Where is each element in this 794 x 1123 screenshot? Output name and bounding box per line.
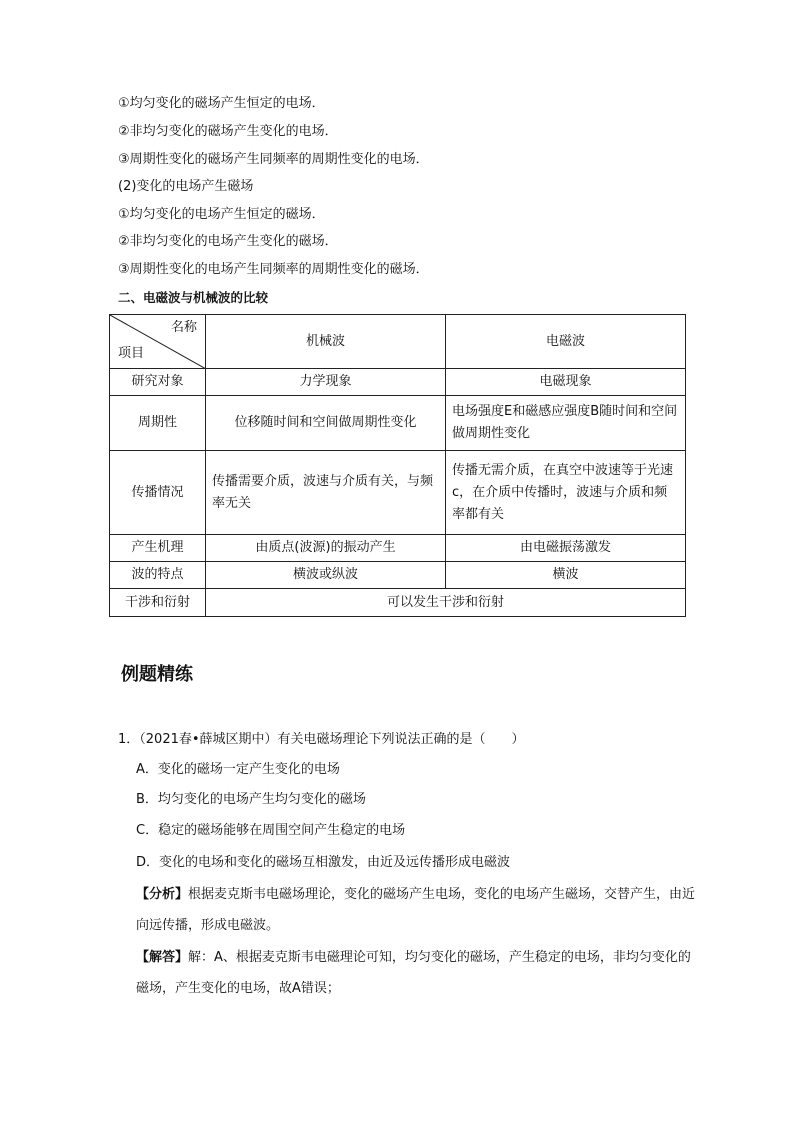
answer-tag: 【解答】 (136, 950, 189, 965)
table-row (110, 396, 686, 451)
table-cell: 横波 (446, 562, 686, 589)
table-row (110, 451, 686, 535)
option-a: A．变化的磁场一定产生变化的电场 (136, 762, 340, 777)
option-b: B．均匀变化的电场产生均匀变化的磁场 (136, 792, 366, 807)
table-row (110, 562, 686, 589)
analysis-text: 根据麦克斯韦电磁场理论，变化的磁场产生电场，变化的电场产生磁场，交替产生，由近向远传播，形成电磁波。 (136, 887, 696, 933)
analysis-paragraph (136, 879, 696, 941)
comparison-table (109, 314, 686, 617)
table-corner-cell (110, 315, 206, 369)
answer-text: 解：A、根据麦克斯韦电磁理论可知，均匀变化的磁场，产生稳定的电场，非均匀变化的磁场，产生变化的电场，故A错误； (136, 950, 691, 996)
text-line: ③周期性变化的电场产生同频率的周期性变化的磁场． (118, 262, 429, 277)
text-line: ③周期性变化的磁场产生同频率的周期性变化的电场． (118, 152, 429, 167)
option-c: C．稳定的磁场能够在周围空间产生稳定的电场 (136, 823, 406, 838)
table-row (110, 589, 686, 617)
text-line: ②非均匀变化的电场产生变化的磁场． (118, 234, 338, 249)
section-title: 二、电磁波与机械波的比较 (118, 290, 269, 305)
text-line: ②非均匀变化的磁场产生变化的电场． (118, 124, 338, 139)
table-cell: 传播需要介质，波速与介质有关，与频率无关 (206, 451, 446, 535)
table-cell: 力学现象 (206, 369, 446, 396)
table-cell: 位移随时间和空间做周期性变化 (206, 396, 446, 451)
question-stem: 1．（2021春•薛城区期中）有关电磁场理论下列说法正确的是（ ） (118, 732, 525, 747)
table-row (110, 369, 686, 396)
corner-label-item: 项目 (118, 346, 145, 361)
row-label: 传播情况 (110, 451, 206, 535)
table-cell: 电磁现象 (446, 369, 686, 396)
column-header: 电磁波 (446, 315, 686, 369)
answer-paragraph (136, 942, 696, 1004)
row-label: 产生机理 (110, 535, 206, 562)
table-cell: 传播无需介质，在真空中波速等于光速c，在介质中传播时，波速与介质和频率都有关 (446, 451, 686, 535)
row-label: 波的特点 (110, 562, 206, 589)
table-cell: 电场强度E和磁感应强度B随时间和空间做周期性变化 (446, 396, 686, 451)
row-label: 周期性 (110, 396, 206, 451)
table-cell-merged: 可以发生干涉和衍射 (206, 589, 686, 617)
section-heading: 例题精练 (121, 664, 193, 685)
text-line: ①均匀变化的磁场产生恒定的电场． (118, 96, 325, 111)
table-row (110, 535, 686, 562)
option-d: D．变化的电场和变化的磁场互相激发，由近及远传播形成电磁波 (136, 855, 511, 870)
table-header-row (110, 315, 686, 369)
column-header: 机械波 (206, 315, 446, 369)
row-label: 研究对象 (110, 369, 206, 396)
table-cell: 由电磁振荡激发 (446, 535, 686, 562)
table-cell: 由质点(波源)的振动产生 (206, 535, 446, 562)
analysis-tag: 【分析】 (136, 887, 189, 902)
text-line: ①均匀变化的电场产生恒定的磁场． (118, 207, 325, 222)
subsection-title: (2)变化的电场产生磁场 (118, 179, 254, 194)
table-cell: 横波或纵波 (206, 562, 446, 589)
row-label: 干涉和衍射 (110, 589, 206, 617)
corner-label-name: 名称 (170, 320, 197, 335)
